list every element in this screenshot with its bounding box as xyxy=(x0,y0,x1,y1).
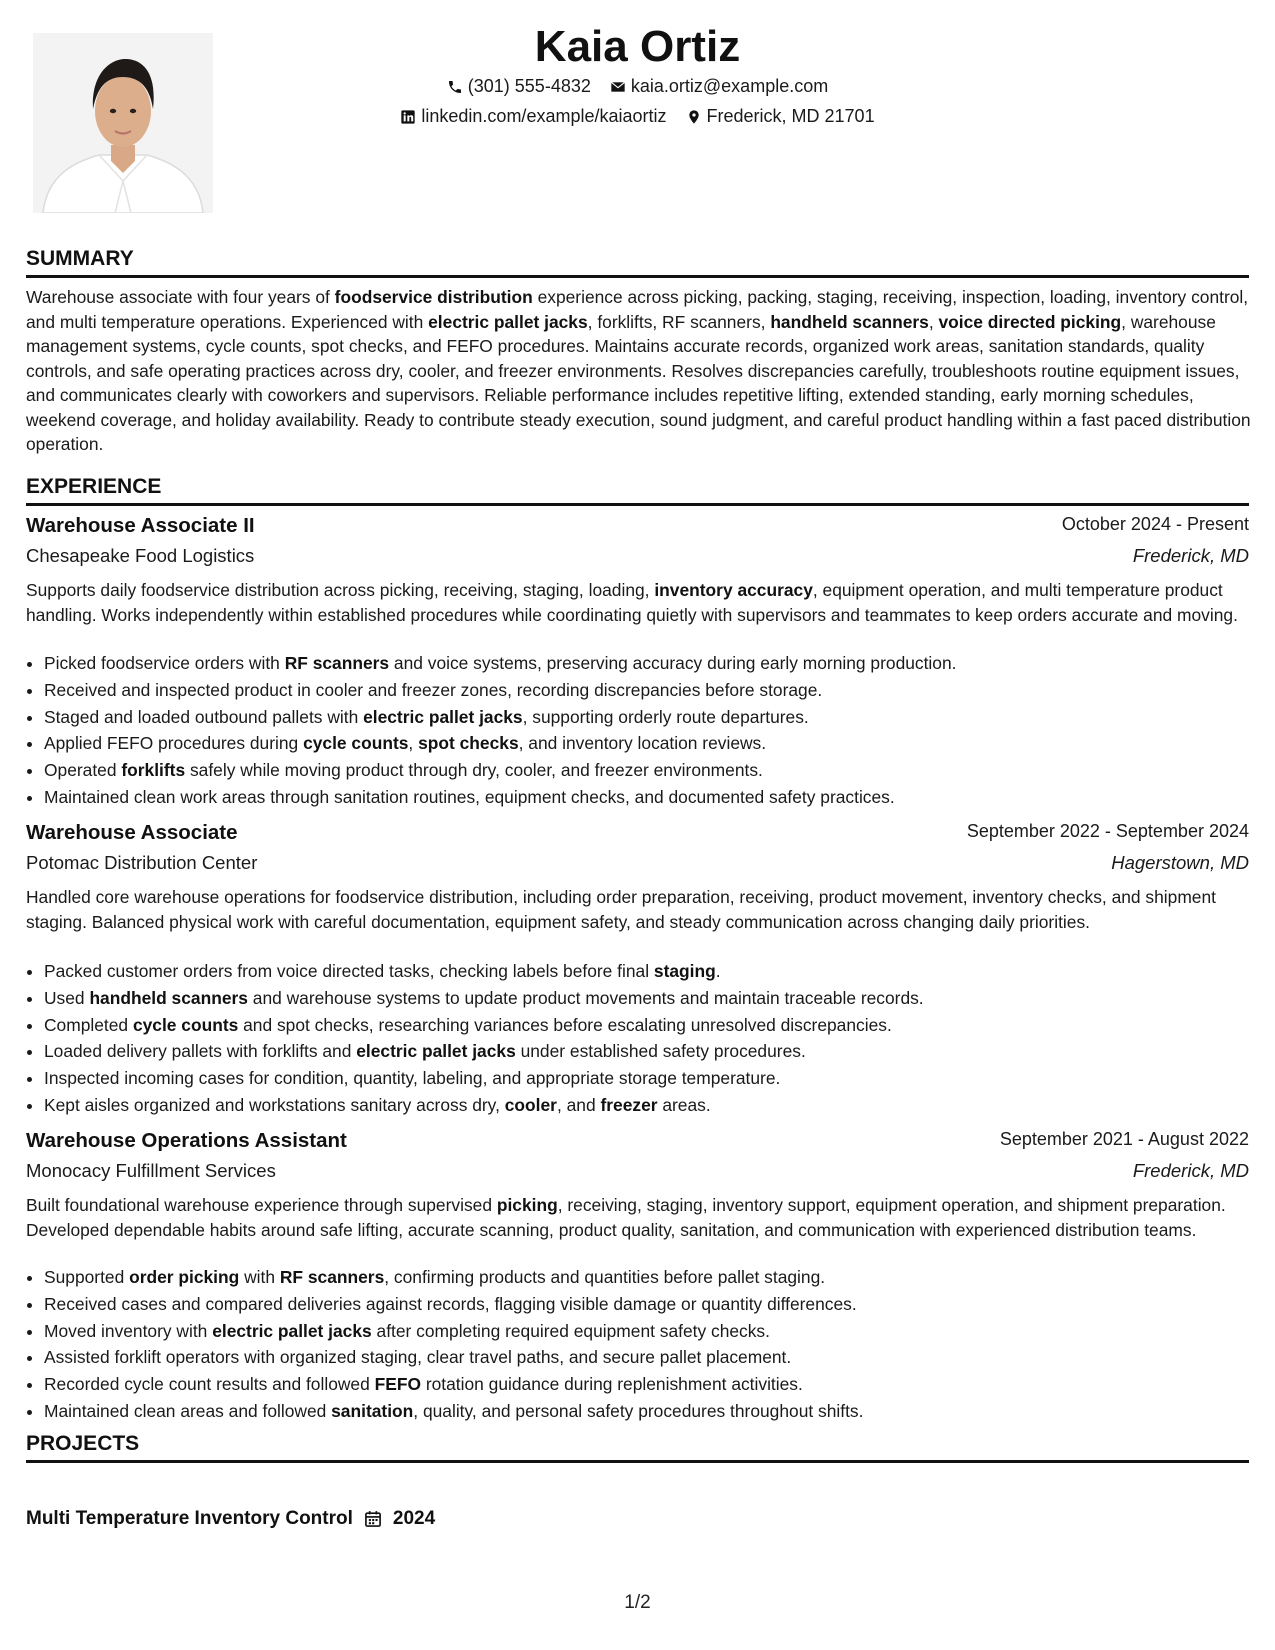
job-subheader xyxy=(26,852,1249,874)
emphasized-keyword: staging xyxy=(653,961,716,981)
location-text: Frederick, MD 21701 xyxy=(706,106,875,126)
contact-row-secondary xyxy=(0,106,1275,130)
emphasized-keyword: order picking xyxy=(129,1267,240,1287)
job-description: Built foundational warehouse experience through supervised picking, receiving, staging, inventory support, equipment operation, and shipment preparation. Developed dependable habits around safe lifting, accurate scanning, product quality, sanitation, and communication with experienced distribution teams. xyxy=(26,1195,1226,1240)
calendar-icon xyxy=(363,1509,383,1529)
emphasized-keyword: cycle counts xyxy=(303,733,409,754)
bullet-item: • Used handheld scanners and warehouse systems to update product movements and maintain traceable records. xyxy=(44,985,1269,1012)
company-name: Potomac Distribution Center xyxy=(26,852,258,873)
emphasized-keyword: inventory accuracy xyxy=(654,580,813,600)
job-header xyxy=(26,1129,1249,1153)
bullet-item: • Completed cycle counts and spot checks, researching variances before escalating unresolved discrepancies. xyxy=(44,1012,1269,1039)
job-bullets xyxy=(26,958,1269,1119)
bullet-item: • Received and inspected product in cooler and freezer zones, recording discrepancies before storage. xyxy=(44,677,1269,704)
bullet-item: • Staged and loaded outbound pallets with electric pallet jacks, supporting orderly route departures. xyxy=(44,704,1269,731)
emphasized-keyword: electric pallet jacks xyxy=(356,1041,516,1062)
email-contact[interactable] xyxy=(610,76,828,97)
emphasized-keyword: FEFO xyxy=(374,1374,421,1395)
job-description: Supports daily foodservice distribution across picking, receiving, staging, loading, inventory accuracy, equipment operation, and multi temperature product handling. Works independently within established procedures while coordinating quietly with supervisors and teammates to keep orders accurate and moving. xyxy=(26,580,1238,625)
email-text: kaia.ortiz@example.com xyxy=(630,76,829,96)
project-item xyxy=(26,1508,435,1530)
emphasized-keyword: RF scanners xyxy=(279,1267,385,1287)
emphasized-keyword: freezer xyxy=(600,1094,658,1115)
candidate-name: Kaia Ortiz xyxy=(534,22,741,71)
bullet-item: • Received cases and compared deliveries against records, flagging visible damage or quantity differences. xyxy=(44,1291,1269,1318)
linkedin-contact[interactable] xyxy=(400,106,666,127)
emphasized-keyword: picking xyxy=(496,1195,558,1215)
bullet-item: • Kept aisles organized and workstations sanitary across dry, cooler, and freezer areas. xyxy=(44,1092,1269,1119)
page-number: 1/2 xyxy=(624,1592,651,1613)
company-name: Monocacy Fulfillment Services xyxy=(26,1160,276,1181)
emphasized-keyword: RF scanners xyxy=(284,653,390,673)
job-header xyxy=(26,821,1249,845)
linkedin-icon xyxy=(400,109,416,125)
job-title: Warehouse Operations Assistant xyxy=(26,1129,347,1152)
map-pin-icon xyxy=(686,109,702,125)
bullet-item: • Picked foodservice orders with RF scanners and voice systems, preserving accuracy during early morning production. xyxy=(44,650,1269,677)
phone-icon xyxy=(447,79,463,95)
emphasized-keyword: handheld scanners xyxy=(770,311,929,332)
job-dates: October 2024 - Present xyxy=(1061,514,1249,534)
job-location: Frederick, MD xyxy=(1132,545,1249,566)
bullet-item: • Operated forklifts safely while moving product through dry, cooler, and freezer environments. xyxy=(44,757,1269,784)
phone-contact[interactable] xyxy=(447,76,591,97)
summary-heading: SUMMARY xyxy=(26,247,1249,278)
projects-heading: PROJECTS xyxy=(26,1432,1249,1463)
bullet-item: • Inspected incoming cases for condition, quantity, labeling, and appropriate storage temperature. xyxy=(44,1065,1269,1092)
linkedin-text: linkedin.com/example/kaiaortiz xyxy=(421,106,667,126)
project-year: 2024 xyxy=(392,1508,436,1529)
job-dates: September 2022 - September 2024 xyxy=(966,821,1249,841)
emphasized-keyword: sanitation xyxy=(331,1400,414,1421)
emphasized-keyword: voice directed picking xyxy=(938,311,1122,332)
bullet-item: • Moved inventory with electric pallet jacks after completing required equipment safety checks. xyxy=(44,1318,1269,1345)
bullet-item: • Recorded cycle count results and followed FEFO rotation guidance during replenishment activities. xyxy=(44,1371,1269,1398)
emphasized-keyword: foodservice distribution xyxy=(334,287,533,307)
emphasized-keyword: cooler xyxy=(504,1094,557,1115)
bullet-item: • Applied FEFO procedures during cycle counts, spot checks, and inventory location reviews. xyxy=(44,730,1269,757)
bullet-item: • Assisted forklift operators with organized staging, clear travel paths, and secure pallet placement. xyxy=(44,1344,1269,1371)
company-name: Chesapeake Food Logistics xyxy=(26,545,255,566)
job-title: Warehouse Associate xyxy=(26,821,238,844)
bullet-item: • Maintained clean areas and followed sanitation, quality, and personal safety procedures throughout shifts. xyxy=(44,1398,1269,1425)
contact-row-primary xyxy=(0,76,1275,100)
summary-text: Warehouse associate with four years of foodservice distribution experience across picking, packing, staging, receiving, inspection, loading, inventory control, and multi temperature operations. Experienced with electric pallet jacks, forklifts, RF scanners, handheld scanners, voice directed picking, warehouse management systems, cycle counts, spot checks, and FEFO procedures. Maintains accurate records, organized work areas, sanitation standards, quality controls, and safe operating practices across dry, cooler, and freezer environments. Resolves discrepancies carefully, troubleshoots routine equipment issues, and communicates clearly with coworkers and supervisors. Reliable performance includes repetitive lifting, extended standing, early morning schedules, weekend coverage, and holiday availability. Ready to contribute steady execution, sound judgment, and careful product handling within a fast paced distribution operation. xyxy=(26,287,1251,454)
envelope-icon xyxy=(610,79,626,95)
job-subheader xyxy=(26,1160,1249,1182)
bullet-item: • Loaded delivery pallets with forklifts and electric pallet jacks under established safety procedures. xyxy=(44,1038,1269,1065)
emphasized-keyword: electric pallet jacks xyxy=(428,311,588,332)
job-dates: September 2021 - August 2022 xyxy=(999,1129,1249,1149)
job-title: Warehouse Associate II xyxy=(26,514,255,537)
bullet-item: • Supported order picking with RF scanners, confirming products and quantities before pallet staging. xyxy=(44,1264,1269,1291)
job-bullets xyxy=(26,650,1269,811)
job-subheader xyxy=(26,545,1249,567)
emphasized-keyword: cycle counts xyxy=(132,1014,239,1035)
job-location: Hagerstown, MD xyxy=(1111,852,1249,873)
job-bullets xyxy=(26,1264,1269,1425)
emphasized-keyword: spot checks xyxy=(418,733,519,754)
project-name: Multi Temperature Inventory Control xyxy=(26,1508,353,1529)
location-contact xyxy=(686,106,875,127)
bullet-item: • Packed customer orders from voice directed tasks, checking labels before final staging. xyxy=(44,958,1269,985)
emphasized-keyword: handheld scanners xyxy=(89,987,248,1008)
emphasized-keyword: electric pallet jacks xyxy=(363,706,523,727)
emphasized-keyword: forklifts xyxy=(121,760,186,781)
bullet-item: • Maintained clean work areas through sanitation routines, equipment checks, and documented safety practices. xyxy=(44,784,1269,811)
phone-text: (301) 555-4832 xyxy=(467,76,591,96)
experience-heading: EXPERIENCE xyxy=(26,475,1249,506)
emphasized-keyword: electric pallet jacks xyxy=(212,1320,372,1341)
job-header xyxy=(26,514,1249,538)
job-location: Frederick, MD xyxy=(1132,1160,1249,1181)
job-description: Handled core warehouse operations for foodservice distribution, including order preparation, receiving, product movement, inventory checks, and shipment staging. Balanced physical work with careful documentation, equipment safety, and steady communication across changing daily priorities. xyxy=(26,887,1216,932)
